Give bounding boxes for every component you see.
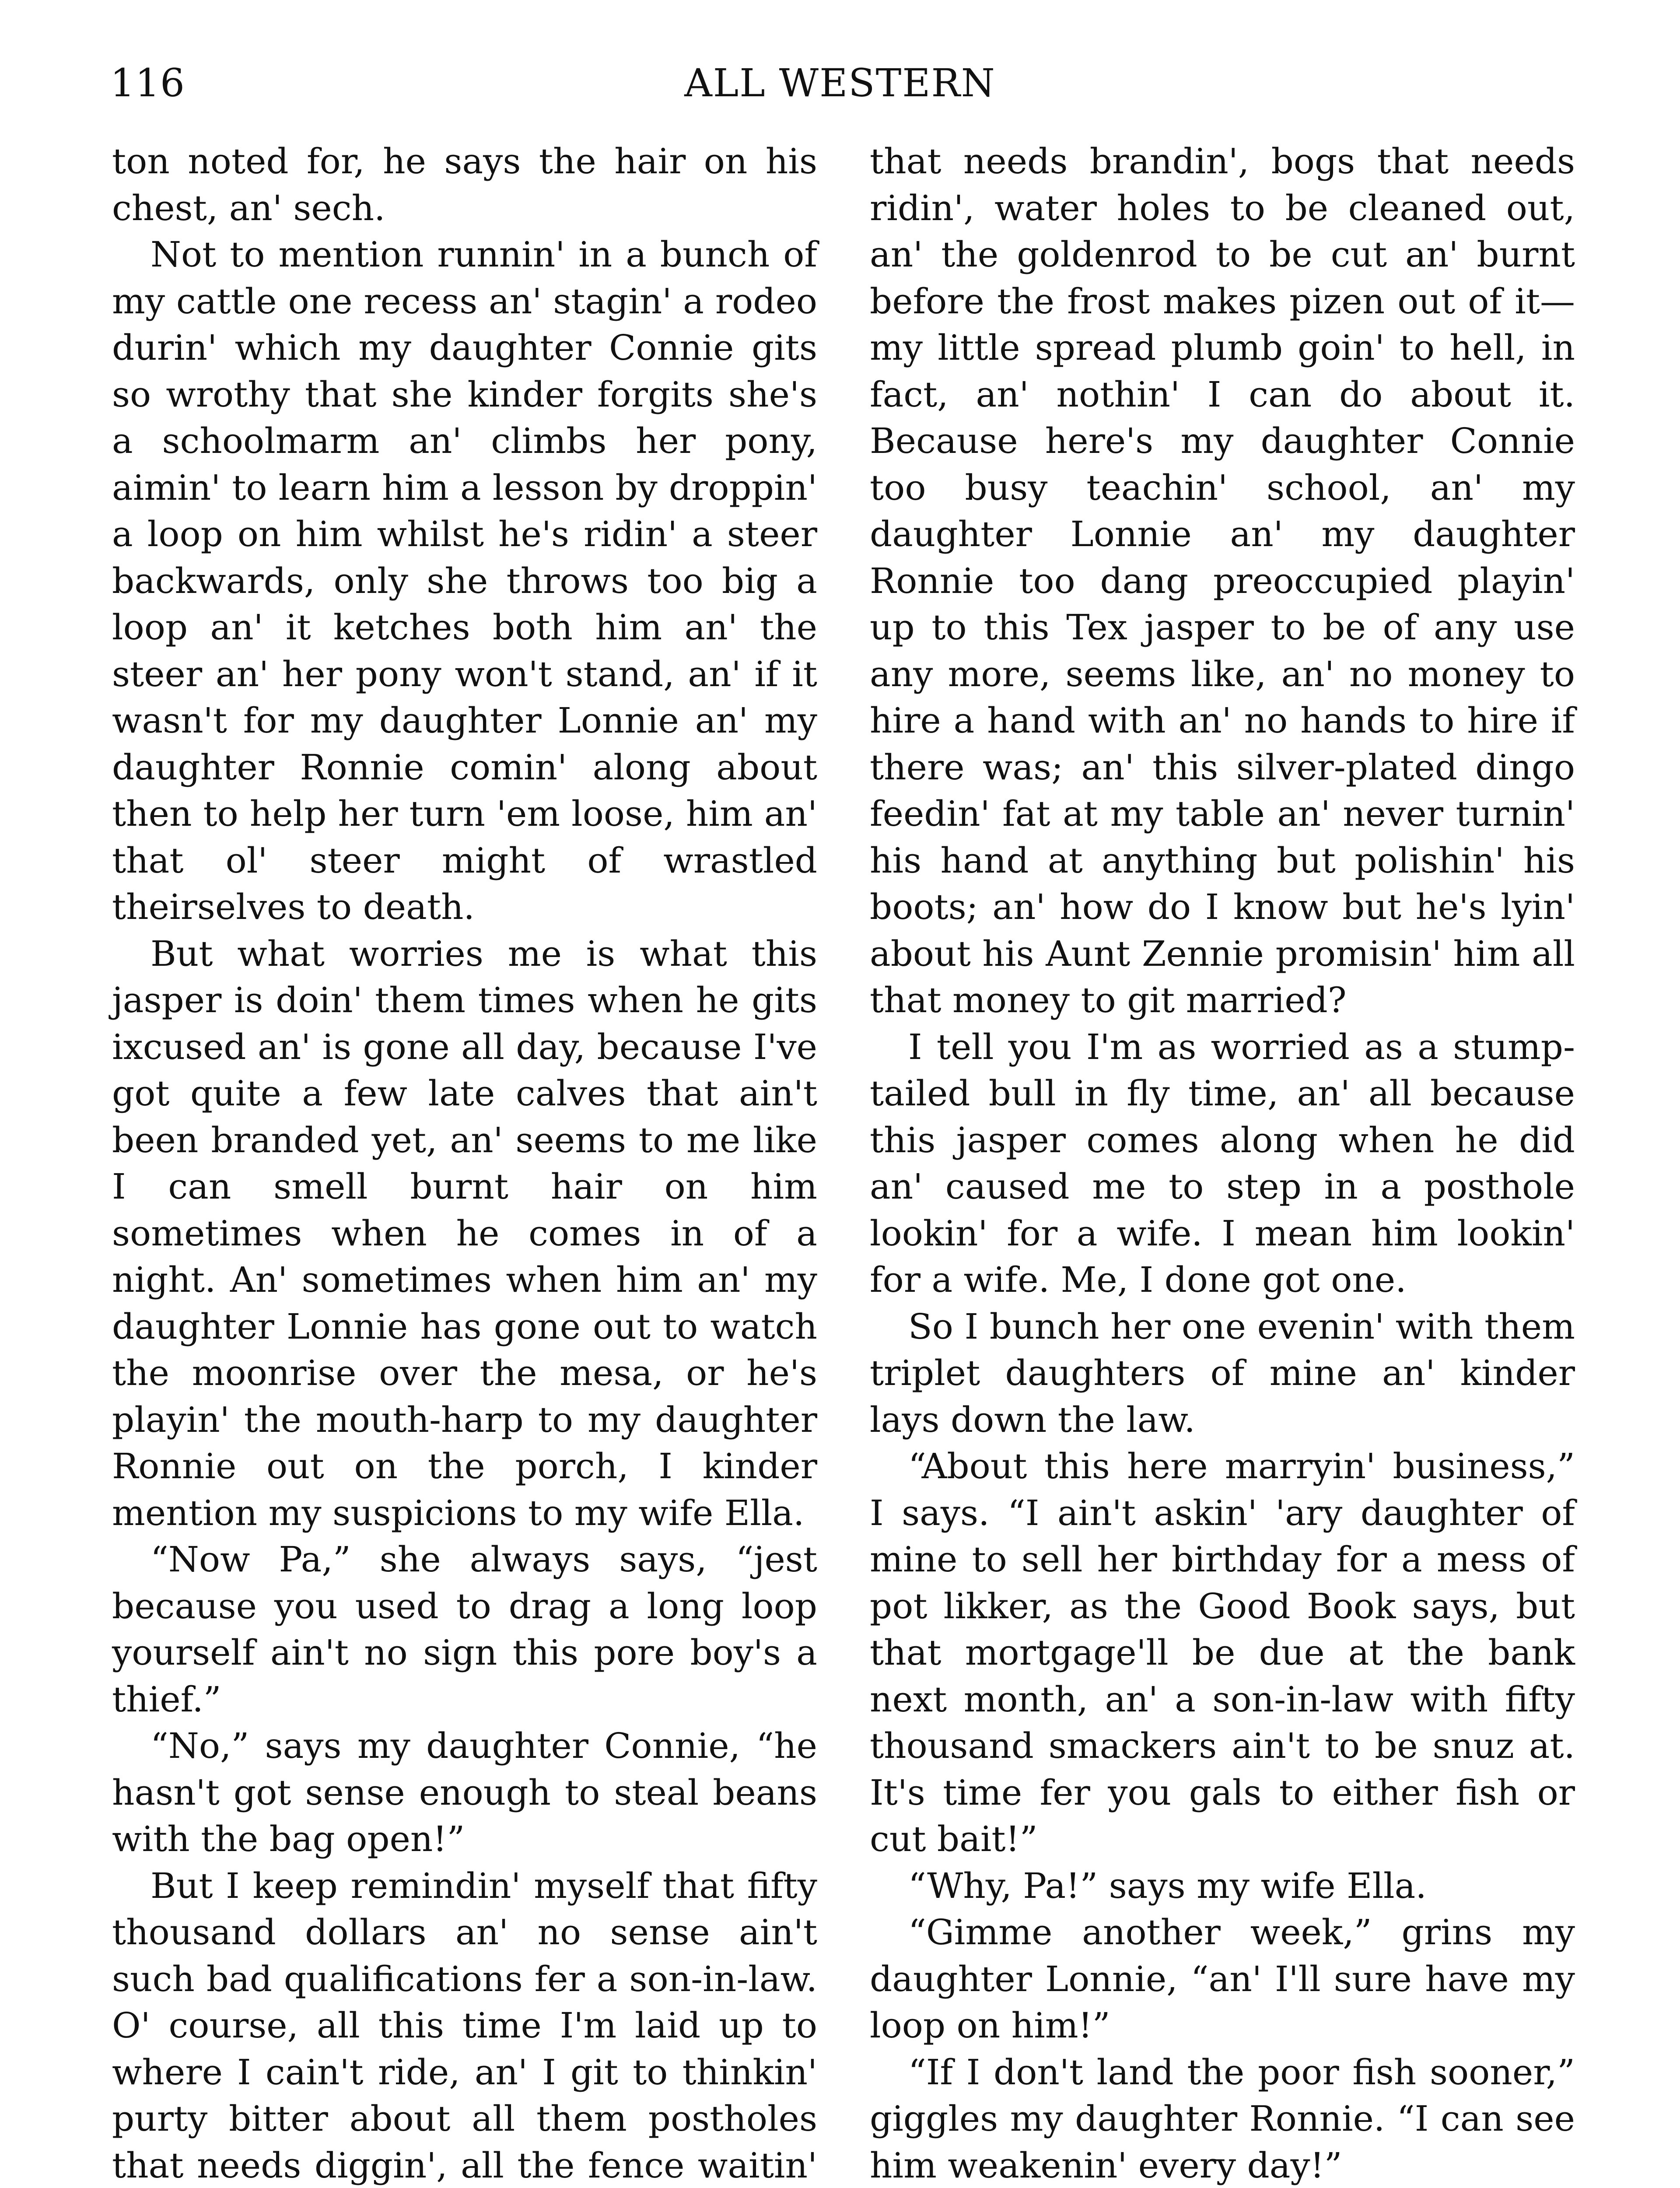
paragraph: “Why, Pa!” says my wife Ella. [908, 1865, 1427, 1906]
left-column [112, 138, 817, 2188]
paragraph: “Gimme another week,” grins my daughter Lonnie, “an' I'll sure have my loop on him!” [870, 1912, 1575, 2046]
paragraph: that needs brandin', bogs that needs ridin', water holes to be cleaned out, an' the goldenrod to be cut an' burnt before the frost makes pizen out of it—my little spread plumb goin' to hell, in fact, an' nothin' I can do about it. Because here's my daughter Connie too busy teachin' school, an' my daughter Lonnie an' my daughter Ronnie too dang preoccupied playin' up to this Tex jasper to be of any use any more, seems like, an' no money to hire a hand with an' no hands to hire if there was; an' this silver-plated dingo feedin' fat at my table an' never turnin' his hand at anything but polishin' his boots; an' how do I know but he's lyin' about his Aunt Zennie promisin' him all that money to git married? [870, 141, 1575, 1020]
paragraph: So I bunch her one evenin' with them triplet daughters of mine an' kinder lays down the law. [870, 1306, 1575, 1440]
paragraph: But I keep remindin' myself that fifty thousand dollars an' no sense ain't such bad qualifications fer a son-in-law. O' course, all this time I'm laid up to where I cain't ride, an' I git to thinkin' purty bitter about all them postholes that needs diggin', all the fence waitin' [112, 1865, 817, 2186]
paragraph: “Now Pa,” she always says, “jest because you used to drag a long loop yourself ain't no sign this pore boy's a thief.” [112, 1539, 817, 1720]
paragraph: “About this here marryin' business,” I says. “I ain't askin' 'ary daughter of mine to sell her birthday for a mess of pot likker, as the Good Book says, but that mortgage'll be due at the bank next month, an' a son-in-law with fifty thousand smackers ain't to be snuz at. It's time fer you gals to either fish or cut bait!” [870, 1446, 1575, 1859]
right-column [870, 138, 1575, 2188]
paragraph: “No,” says my daughter Connie, “he hasn't got sense enough to steal beans with the bag open!” [112, 1725, 817, 1859]
paragraph: Not to mention runnin' in a bunch of my cattle one recess an' stagin' a rodeo durin' which my daughter Connie gits so wrothy that she kinder forgits she's a schoolmarm an' climbs her pony, aimin' to learn him a lesson by droppin' a loop on him whilst he's ridin' a steer backwards, only she throws too big a loop an' it ketches both him an' the steer an' her pony won't stand, an' if it wasn't for my daughter Lonnie an' my daughter Ronnie comin' along about then to help her turn 'em loose, him an' that ol' steer might of wrastled theirselves to death. [112, 234, 817, 927]
running-head: ALL WESTERN [684, 60, 996, 105]
paragraph: “If I don't land the poor fish sooner,” giggles my daughter Ronnie. “I can see him weakenin' every day!” [870, 2051, 1575, 2186]
paragraph: ton noted for, he says the hair on his chest, an' sech. [112, 141, 817, 228]
paragraph: I tell you I'm as worried as a stump-tailed bull in fly time, an' all because this jasper comes along when he did an' caused me to step in a posthole lookin' for a wife. I mean him lookin' for a wife. Me, I done got one. [870, 1026, 1575, 1300]
page-number: 116 [110, 60, 185, 105]
paragraph: But what worries me is what this jasper is doin' them times when he gits ixcused an' is gone all day, because I've got quite a few late calves that ain't been branded yet, an' seems to me like I can smell burnt hair on him sometimes when he comes in of a night. An' sometimes when him an' my daughter Lonnie has gone out to watch the moonrise over the mesa, or he's playin' the mouth-harp to my daughter Ronnie out on the porch, I kinder mention my suspicions to my wife Ella. [112, 933, 817, 1533]
